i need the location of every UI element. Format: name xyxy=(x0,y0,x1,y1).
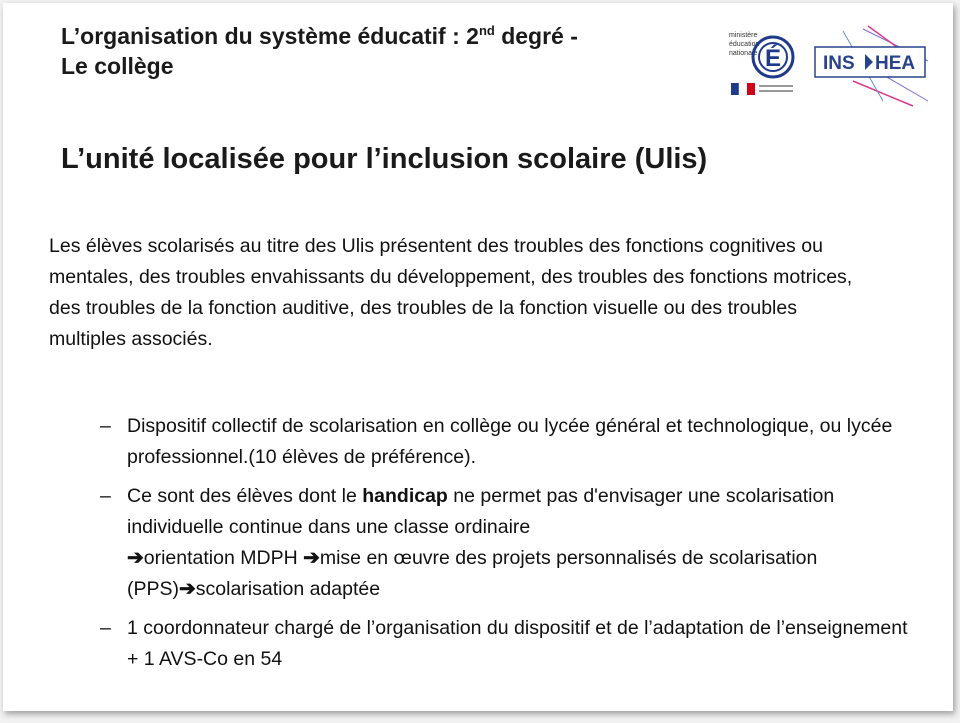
intro-paragraph: Les élèves scolarisés au titre des Ulis présentent des troubles des fonctions cognitives ou mentales, des troubles envahissants du développement, des troubles des fonctions motrices, des troubles de la fonction auditive, des troubles de la fonction visuelle ou des troubles multiples associés. xyxy=(49,235,853,350)
arrow-right-icon: ➔ xyxy=(303,547,320,569)
arrow-right-icon: ➔ xyxy=(179,578,196,600)
bold-keyword: handicap xyxy=(362,485,448,507)
bullet-text-2-pre: Ce sont des élèves dont le xyxy=(127,485,363,507)
section-heading: L’unité localisée pour l’inclusion scolaire (Ulis) xyxy=(61,143,708,175)
ministere-education-nationale-logo xyxy=(729,32,793,95)
slide xyxy=(3,3,953,711)
arrow-right-icon: ➔ xyxy=(127,547,144,569)
title-superscript: nd xyxy=(478,23,495,38)
logo-bar xyxy=(723,21,933,111)
bullet-list xyxy=(100,411,920,683)
inshea-text-left: INS xyxy=(823,53,855,74)
inshea-logo xyxy=(815,26,928,106)
bullet-dash: – xyxy=(100,617,111,639)
bullet-text-3: 1 coordonnateur chargé de l’organisation du dispositif et de l’adaptation de l’enseignement + 1 AVS-Co en 54 xyxy=(127,617,908,670)
title-text-post: degré - xyxy=(494,23,578,49)
title-line2: Le collège xyxy=(61,53,174,79)
bullet-text-1: Dispositif collectif de scolarisation en collège ou lycée général et technologique, ou lycée professionnel.(10 élèves de préférence). xyxy=(127,415,893,468)
list-item xyxy=(100,481,920,605)
title-text-pre: L’organisation du système éducatif : 2 xyxy=(61,23,479,49)
bullet-dash: – xyxy=(100,415,111,437)
ministry-text-3: nationale xyxy=(729,50,758,57)
bullet-dash: – xyxy=(100,485,111,507)
ministry-text-1: ministère xyxy=(729,32,758,39)
slide-title xyxy=(61,21,701,81)
bullet-text-2-part2: orientation MDPH xyxy=(143,547,304,569)
ministry-text-2: éducation xyxy=(729,41,760,48)
list-item xyxy=(100,613,920,675)
list-item xyxy=(100,411,920,473)
bullet-text-2-post: ne permet pas d'envisager une scolarisation individuelle continue dans une classe ordinaire xyxy=(127,485,835,538)
bullet-text-2-part3: mise en œuvre des projets personnalisés de scolarisation (PPS) xyxy=(127,547,818,600)
inshea-text-right: HEA xyxy=(875,53,916,74)
bullet-text-2-part4: scolarisation adaptée xyxy=(195,578,381,600)
ministry-letter: É xyxy=(764,45,782,72)
